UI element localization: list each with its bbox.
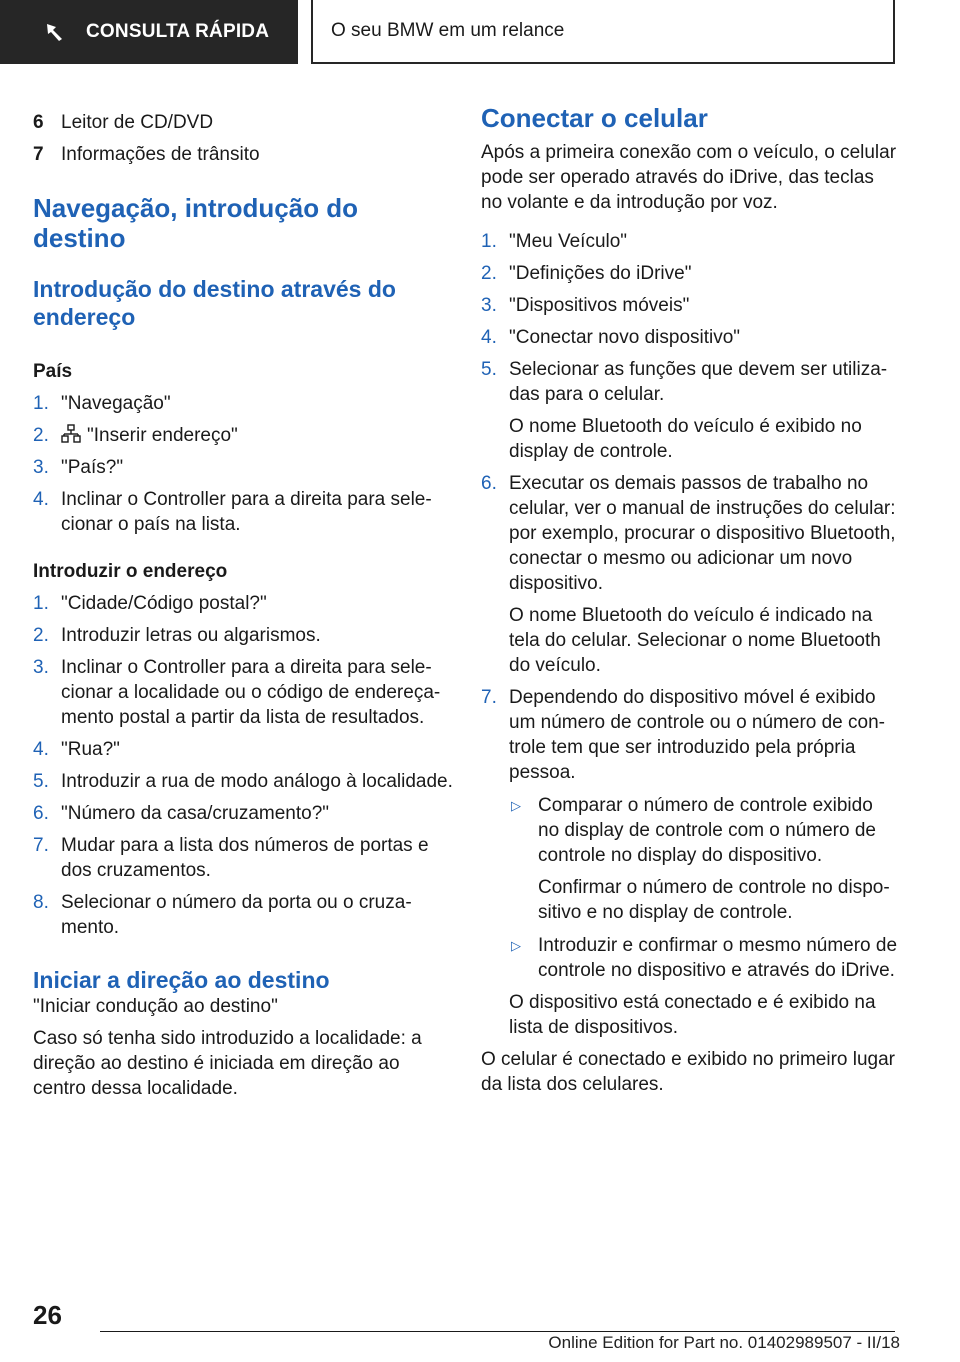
heading-navigation: Navegação, introdução do destino bbox=[33, 193, 359, 253]
quick-reference-label: CONSULTA RÁPIDA bbox=[86, 21, 270, 42]
heading-country: País bbox=[33, 361, 73, 382]
triangle-bullet-icon: ▷ bbox=[511, 798, 521, 813]
start-command: "Iniciar condução ao destino" bbox=[33, 996, 278, 1017]
list-item: 4. Inclinar o Controller para a direita para selecionar o país na lista. bbox=[33, 489, 432, 535]
closing-text: O celular é conectado e exibido no primeiro lugar da lista dos celulares. bbox=[481, 1049, 896, 1095]
left-column bbox=[33, 110, 453, 1101]
page-number: 26 bbox=[33, 1300, 62, 1330]
list-item: 3. Inclinar o Controller para a direita para selecionar a localidade ou o código de endereçamento postal a partir da lista de resultados. bbox=[33, 657, 441, 728]
list-item: 3. "Dispositivos móveis" bbox=[481, 295, 690, 316]
sub-step-note: Confirmar o número de controle no dispositivo e no display de controle. bbox=[538, 877, 890, 923]
list-item: 2. "Inserir endereço" bbox=[33, 425, 238, 446]
triangle-bullet-icon: ▷ bbox=[511, 938, 521, 953]
list-item: 5. Introduzir a rua de modo análogo à localidade. bbox=[33, 771, 453, 792]
step-note: O dispositivo está conectado e é exibido na lista de dispositivos. bbox=[509, 992, 876, 1038]
list-item: 7. Mudar para a lista dos números de portas e dos cruzamentos. bbox=[33, 835, 429, 881]
heading-enter-address: Introduzir o endereço bbox=[33, 561, 228, 582]
quick-reference-tab[interactable] bbox=[0, 0, 298, 64]
list-item: 7. Dependendo do dispositivo móvel é exibido um número de controle ou o número de controle tem que ser introduzido pela própria pessoa. ▷ Comparar o número de controle exibido no display de controle com o número de controle no display do dispositivo. Confirmar o número de controle no dispositivo e no display de controle. ▷ Introduzir e confirmar o mesmo número de controle no dispositivo e através do iDrive. O dispositivo está conectado e é exibido na lista de dispositivos. bbox=[481, 687, 898, 1038]
edition-note: Online Edition for Part no. 01402989507 - II/18 bbox=[548, 1333, 900, 1352]
list-item: 8. Selecionar o número da porta ou o cruzamento. bbox=[33, 892, 412, 938]
list-item: 1. "Navegação" bbox=[33, 393, 171, 414]
list-item: 7 Informações de trânsito bbox=[33, 144, 260, 165]
step-note: O nome Bluetooth do veículo é exibido no display de controle. bbox=[509, 416, 862, 462]
step-note: O nome Bluetooth do veículo é indicado na tela do celular. Selecionar o nome Bluetooth do veículo. bbox=[509, 605, 881, 676]
heading-address-entry: Introdução do destino através do endereço bbox=[33, 276, 396, 330]
list-item: 2. Introduzir letras ou algarismos. bbox=[33, 625, 321, 646]
list-item: 4. "Conectar novo dispositivo" bbox=[481, 327, 741, 348]
address-entry-icon bbox=[61, 424, 81, 444]
list-item: 5. Selecionar as funções que devem ser utilizadas para o celular. O nome Bluetooth do veículo é exibido no display de controle. bbox=[481, 357, 899, 464]
start-description: Caso só tenha sido introduzido a localidade: a direção ao destino é iniciada em direção ao centro dessa localidade. bbox=[33, 1028, 422, 1099]
list-item: 6 Leitor de CD/DVD bbox=[33, 112, 214, 133]
sub-list-item: ▷ Introduzir e confirmar o mesmo número de controle no dispositivo e através do iDrive. bbox=[511, 935, 898, 981]
footer-divider bbox=[100, 1331, 895, 1332]
list-item: 6. "Número da casa/cruzamento?" bbox=[33, 803, 330, 824]
list-item: 4. "Rua?" bbox=[33, 739, 120, 760]
right-column bbox=[481, 103, 899, 1097]
list-item: 3. "País?" bbox=[33, 457, 124, 478]
pointer-arrow-icon bbox=[44, 21, 66, 43]
list-item: 1. "Meu Veículo" bbox=[481, 231, 628, 252]
heading-start-guidance: Iniciar a direção ao destino bbox=[33, 967, 330, 993]
heading-connect-phone: Conectar o celular bbox=[481, 103, 708, 133]
phone-intro: Após a primeira conexão com o veículo, o celular pode ser operado através do iDrive, das teclas no volante e da introdução por voz. bbox=[481, 142, 897, 213]
list-item: 2. "Definições do iDrive" bbox=[481, 263, 692, 284]
list-item: 1. "Cidade/Código postal?" bbox=[33, 593, 267, 614]
sub-list-item: ▷ Comparar o número de controle exibido no display de controle com o número de controle no display do dispositivo. Confirmar o número de controle no dispositivo e no display de controle. bbox=[509, 793, 899, 925]
section-title: O seu BMW em um relance bbox=[311, 0, 895, 64]
list-item: 6. Executar os demais passos de trabalho no celular, ver o manual de instruções do celular: por exemplo, procurar o dispositivo Bluetooth, conectar o mesmo ou adicionar um novo dispositivo. O nome Bluetooth do veículo é indicado na tela do celular. Selecionar o nome Bluetooth do veículo. bbox=[481, 471, 899, 678]
